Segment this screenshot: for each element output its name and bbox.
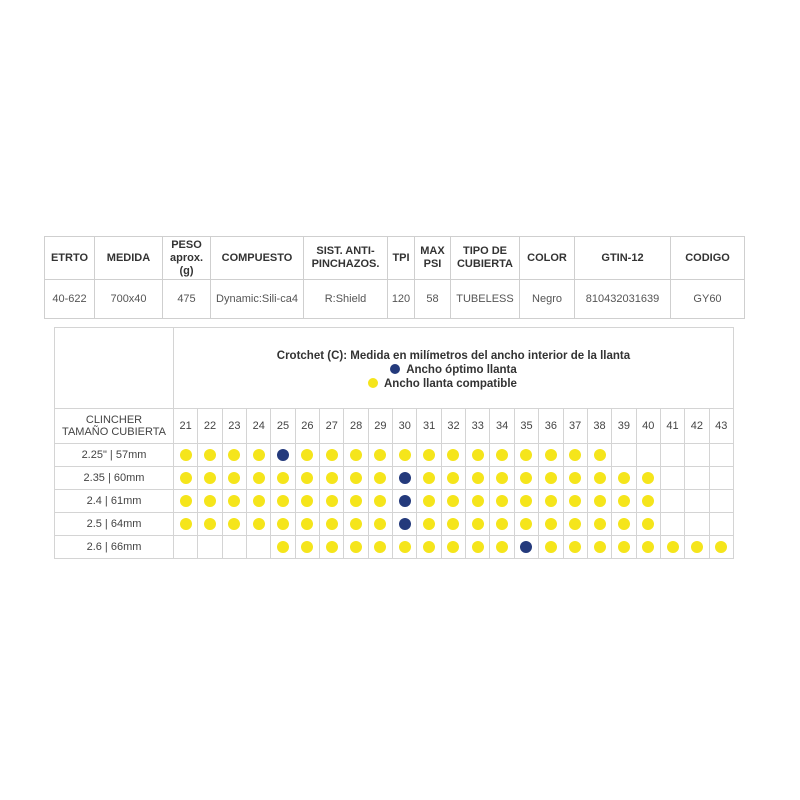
compat-cell [709,536,733,559]
compat-cell [222,513,246,536]
compatible-dot-icon [569,541,581,553]
spec-header-cell: MAX PSI [415,237,451,280]
compatible-dot-icon [326,472,338,484]
compatible-dot-icon [569,472,581,484]
compatible-dot-icon [594,541,606,553]
compat-cell [539,490,563,513]
compat-cell [417,444,441,467]
compat-cell [685,444,709,467]
compat-cell [490,536,514,559]
rim-width-header: 27 [320,409,344,444]
legend-compatible [152,378,733,390]
compat-cell [709,467,733,490]
compatible-dot-icon [496,449,508,461]
compatible-dot-icon [228,518,240,530]
compatible-dot-icon [350,518,362,530]
compatible-dot-icon [277,518,289,530]
legend-optimal [174,364,733,376]
compatible-dot-icon [569,495,581,507]
compatible-dot-icon [253,472,265,484]
compat-cell [247,536,271,559]
compat-cell [295,467,319,490]
compatible-dot-icon [374,472,386,484]
rim-width-header: 41 [660,409,684,444]
compat-cell [417,513,441,536]
compatible-dot-icon [594,449,606,461]
compatible-dot-icon [180,495,192,507]
compat-cell [247,513,271,536]
compat-cell [660,536,684,559]
compatible-dot-icon [520,495,532,507]
compatible-dot-icon [691,541,703,553]
rim-width-header: 42 [685,409,709,444]
compatible-dot-icon [374,518,386,530]
compatible-dot-icon [423,518,435,530]
compat-cell [393,490,417,513]
compat-cell [587,513,611,536]
tire-size-label: 2.35 | 60mm [55,467,174,490]
compat-cell [514,536,538,559]
table-row [55,490,734,513]
compatible-dot-icon [447,495,459,507]
compat-cell [685,490,709,513]
compatible-dot-icon [374,449,386,461]
compatible-dot-icon [350,449,362,461]
compatible-dot-icon [618,541,630,553]
compatible-dot-icon [520,518,532,530]
compat-cell [660,444,684,467]
compat-cell [344,536,368,559]
compat-cell [612,513,636,536]
row-header-line1: CLINCHER [85,414,143,426]
tire-size-label: 2.25" | 57mm [55,444,174,467]
compat-cell [271,513,295,536]
rim-width-header: 37 [563,409,587,444]
spec-data-row [45,280,745,319]
compat-cell [612,467,636,490]
compat-cell [539,513,563,536]
compatible-dot-icon [545,495,557,507]
rim-width-header: 40 [636,409,660,444]
compat-cell [660,513,684,536]
compat-cell [174,490,198,513]
compat-cell [685,513,709,536]
rim-width-header: 43 [709,409,733,444]
compatible-dot-icon [520,449,532,461]
optimal-dot-icon [390,364,400,374]
compatible-dot-icon [472,472,484,484]
compatible-dot-icon [447,541,459,553]
compat-cell [198,536,222,559]
spec-header-cell: GTIN-12 [575,237,671,280]
rim-width-header: 21 [174,409,198,444]
compat-cell [174,513,198,536]
compatible-dot-icon [228,495,240,507]
compatible-dot-icon [618,518,630,530]
compatible-dot-icon [399,541,411,553]
compatible-dot-icon [301,449,313,461]
compat-cell [368,490,392,513]
chart-corner [55,328,174,409]
compat-cell [271,467,295,490]
compat-cell [636,490,660,513]
compatible-dot-icon [715,541,727,553]
compatible-dot-icon [301,541,313,553]
compatible-dot-icon [204,518,216,530]
compat-cell [174,536,198,559]
compatible-dot-icon [496,518,508,530]
compatible-dot-icon [545,472,557,484]
compat-chart [54,327,734,559]
rim-width-header: 25 [271,409,295,444]
compatible-dot-icon [472,518,484,530]
table-row [55,513,734,536]
compat-cell [320,536,344,559]
spec-header-cell: PESO aprox. (g) [163,237,211,280]
compat-cell [636,467,660,490]
compat-cell [660,467,684,490]
compat-cell [514,444,538,467]
compat-cell [368,467,392,490]
compat-cell [247,444,271,467]
spec-header-cell: TPI [388,237,415,280]
rim-width-header: 33 [466,409,490,444]
rim-width-header: 29 [368,409,392,444]
compat-cell [466,513,490,536]
compat-cell [441,513,465,536]
rim-width-header: 36 [539,409,563,444]
compat-cell [441,536,465,559]
compat-cell [612,490,636,513]
table-row [55,536,734,559]
table-row [55,467,734,490]
compatible-dot-icon [180,472,192,484]
compat-cell [612,444,636,467]
compatible-dot-icon [642,541,654,553]
compatible-dot-icon [326,518,338,530]
compat-cell [636,513,660,536]
compatible-dot-icon [545,449,557,461]
compat-cell [198,467,222,490]
compatible-dot-icon [423,541,435,553]
compat-cell [320,467,344,490]
compat-cell [393,513,417,536]
spec-table [44,236,745,319]
compat-cell [441,467,465,490]
legend-optimal-label: Ancho óptimo llanta [406,364,517,376]
optimal-dot-icon [520,541,532,553]
compat-cell [587,536,611,559]
compat-cell [295,536,319,559]
compatible-dot-icon [545,541,557,553]
compatible-dot-icon [618,495,630,507]
compat-cell [368,444,392,467]
rim-width-header: 24 [247,409,271,444]
compat-cell [174,467,198,490]
compat-cell [466,536,490,559]
compatible-dot-icon [642,518,654,530]
compat-cell [466,467,490,490]
compat-cell [198,444,222,467]
compat-cell [466,444,490,467]
compat-cell [368,513,392,536]
compat-cell [344,444,368,467]
spec-value-cell: GY60 [671,280,745,319]
compatible-dot-icon [472,541,484,553]
compat-cell [222,536,246,559]
compatible-dot-icon [204,495,216,507]
compatible-dot-icon [253,495,265,507]
compat-cell [490,513,514,536]
compat-cell [539,467,563,490]
compat-cell [174,444,198,467]
spec-value-cell: 58 [415,280,451,319]
chart-title: Crotchet (C): Medida en milímetros del ancho interior de la llanta [276,350,631,362]
compatible-dot-icon [423,472,435,484]
spec-header-cell: ETRTO [45,237,95,280]
compatible-dot-icon [520,472,532,484]
compat-cell [514,467,538,490]
spec-value-cell: 810432031639 [575,280,671,319]
spec-value-cell: Dynamic:Sili-ca4 [211,280,304,319]
compat-cell [247,490,271,513]
compat-cell [563,513,587,536]
compat-cell [222,490,246,513]
rim-width-header: 38 [587,409,611,444]
spec-header-cell: CODIGO [671,237,745,280]
rim-width-header: 30 [393,409,417,444]
compatible-dot-icon [326,541,338,553]
compat-cell [344,513,368,536]
compat-cell [466,490,490,513]
compat-cell [320,490,344,513]
spec-value-cell: 700x40 [95,280,163,319]
compat-cell [222,444,246,467]
compatible-dot-icon [277,495,289,507]
rim-width-header: 31 [417,409,441,444]
compatible-dot-icon [374,541,386,553]
rim-width-header: 26 [295,409,319,444]
compat-cell [344,467,368,490]
compat-cell [295,513,319,536]
legend-compatible-label: Ancho llanta compatible [384,378,517,390]
compatible-dot-icon [423,495,435,507]
compatible-dot-icon [350,495,362,507]
compatible-dot-icon [204,472,216,484]
compat-cell [612,536,636,559]
compatible-dot-icon [301,472,313,484]
compat-cell [514,513,538,536]
spec-value-cell: 475 [163,280,211,319]
compatible-dot-icon [228,472,240,484]
compat-cell [660,490,684,513]
compatible-dot-icon [618,472,630,484]
rim-width-header: 22 [198,409,222,444]
compatible-dot-icon [472,495,484,507]
compatible-dot-icon [447,518,459,530]
rim-width-header: 28 [344,409,368,444]
compat-cell [563,444,587,467]
spec-value-cell: TUBELESS [451,280,520,319]
compatible-dot-icon [350,472,362,484]
compatible-dot-icon [594,495,606,507]
compatible-dot-icon [277,541,289,553]
compatible-dot-icon [447,472,459,484]
spec-header-row [45,237,745,280]
compat-cell [441,490,465,513]
compatible-dot-icon [594,472,606,484]
compatible-dot-icon [496,495,508,507]
compat-cell [490,490,514,513]
compatible-dot-icon [374,495,386,507]
compat-cell [295,490,319,513]
compat-cell [636,536,660,559]
compat-cell [539,536,563,559]
optimal-dot-icon [399,518,411,530]
compatible-dot-icon [496,541,508,553]
compat-cell [514,490,538,513]
compat-cell [344,490,368,513]
compat-cell [271,536,295,559]
row-header-label [55,409,174,444]
compat-cell [417,490,441,513]
compat-cell [417,536,441,559]
compatible-dot-icon [253,518,265,530]
rim-width-header: 35 [514,409,538,444]
optimal-dot-icon [399,495,411,507]
compatible-dot-icon [228,449,240,461]
spec-header-cell: COLOR [520,237,575,280]
compat-cell [587,490,611,513]
spec-value-cell: Negro [520,280,575,319]
compatible-dot-icon [180,518,192,530]
row-header-line2: TAMAÑO CUBIERTA [62,426,166,438]
compatible-dot-icon [642,495,654,507]
compatible-dot-icon [399,449,411,461]
compat-cell [198,490,222,513]
compat-cell [295,444,319,467]
rim-width-header: 39 [612,409,636,444]
rim-width-header: 23 [222,409,246,444]
spec-header-cell: COMPUESTO [211,237,304,280]
compat-cell [685,536,709,559]
spec-header-cell: TIPO DE CUBIERTA [451,237,520,280]
compatible-dot-icon [667,541,679,553]
spec-header-cell: SIST. ANTI-PINCHAZOS. [304,237,388,280]
compat-cell [198,513,222,536]
compat-cell [393,444,417,467]
rim-width-header: 32 [441,409,465,444]
compat-cell [271,444,295,467]
compatible-dot-icon [447,449,459,461]
compat-cell [709,513,733,536]
compatible-dot-icon [204,449,216,461]
compat-cell [563,490,587,513]
compatible-dot-icon [569,518,581,530]
compatible-dot-icon [326,495,338,507]
tire-size-label: 2.6 | 66mm [55,536,174,559]
compatible-dot-icon [301,495,313,507]
compat-cell [636,444,660,467]
compat-cell [709,490,733,513]
compat-cell [587,467,611,490]
spec-header-cell: MEDIDA [95,237,163,280]
optimal-dot-icon [399,472,411,484]
compat-cell [539,444,563,467]
compatible-dot-icon [545,518,557,530]
compat-cell [490,467,514,490]
compat-cell [417,467,441,490]
compat-cell [222,467,246,490]
tire-size-label: 2.4 | 61mm [55,490,174,513]
optimal-dot-icon [277,449,289,461]
compat-cell [587,444,611,467]
compatible-dot-icon [180,449,192,461]
compatible-dot-icon [569,449,581,461]
compat-cell [320,513,344,536]
compat-cell [685,467,709,490]
compat-cell [490,444,514,467]
spec-value-cell: 120 [388,280,415,319]
spec-value-cell: 40-622 [45,280,95,319]
compatible-dot-icon [277,472,289,484]
chart-legend [174,328,734,409]
compat-cell [271,490,295,513]
compatible-dot-icon [594,518,606,530]
compat-cell [441,444,465,467]
table-row [55,444,734,467]
compatible-dot-icon [642,472,654,484]
compat-cell [393,536,417,559]
rim-width-header: 34 [490,409,514,444]
spec-value-cell: R:Shield [304,280,388,319]
compat-cell [563,536,587,559]
compatible-dot-icon [496,472,508,484]
compatible-dot-icon [368,378,378,388]
compat-cell [368,536,392,559]
compat-cell [247,467,271,490]
compatible-dot-icon [472,449,484,461]
compatible-dot-icon [253,449,265,461]
compatible-dot-icon [326,449,338,461]
compatible-dot-icon [423,449,435,461]
tire-size-label: 2.5 | 64mm [55,513,174,536]
compat-cell [563,467,587,490]
compatible-dot-icon [301,518,313,530]
compat-cell [393,467,417,490]
compatible-dot-icon [350,541,362,553]
compat-cell [320,444,344,467]
compat-cell [709,444,733,467]
